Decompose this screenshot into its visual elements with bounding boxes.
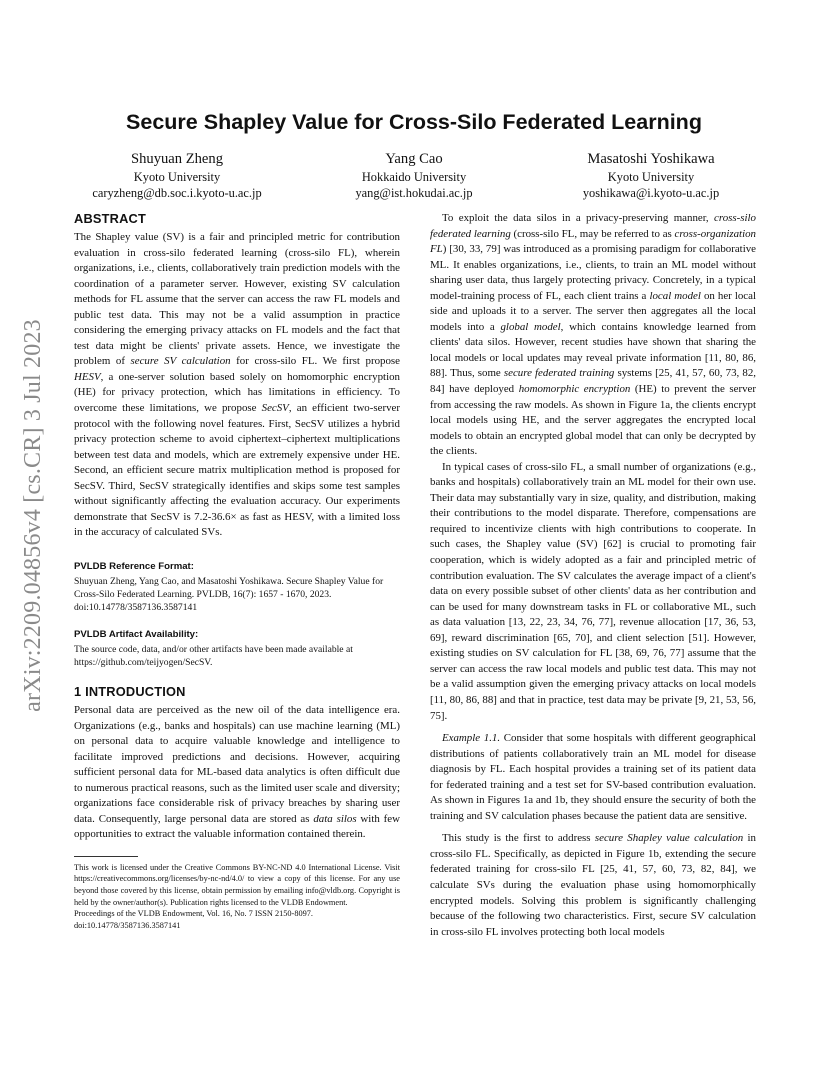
footnote-proceedings: Proceedings of the VLDB Endowment, Vol. 16, No. 7 ISSN 2150-8097. [74, 909, 313, 919]
intro-heading: 1 INTRODUCTION [74, 683, 186, 699]
author-1 [74, 150, 280, 201]
arxiv-stamp-text: arXiv:2209.04856v4 [cs.CR] 3 Jul 2023 [19, 318, 46, 712]
author-affiliation: Hokkaido University [361, 170, 467, 184]
author-affiliation: Kyoto University [607, 170, 695, 184]
author-name: Yang Cao [385, 151, 443, 167]
intro-paragraph: Personal data are perceived as the new oil of the data intelligence era. Organizations (e.g., banks and hospitals) can use machine learning (ML) on personal data to acquire valuable knowledge and intelligence to facilitate improved predictions and decisions. However, acquiring sufficient personal data for ML-based data analytics is often difficult due to numerous practical reasons, such as the limited user scale and diversity; organizations face considerable risk of privacy breaches by sharing user data. Consequently, large personal data are stored as data silos with few opportunities to extract the valuable information contained therein. [74, 703, 400, 841]
arxiv-stamp [18, 255, 48, 775]
intro-paragraph-2: To exploit the data silos in a privacy-preserving manner, cross-silo federated learning (cross-silo FL, may be referred to as cross-organization FL) [30, 33, 79] was introduced as a promising paradigm for collaborative ML. It enables organizations, i.e., clients, to train an ML model without sharing user data, thus largely protecting privacy. Concretely, in a typical model-training process of FL, each client trains a local model on her local side and uploads it to a server. The server then aggregates all the local models into a global model, which contains knowledge learned from clients' data silos. However, recent studies have shown that sharing the local models or local updates may reveal private information [11, 80, 86, 88]. Thus, some secure federated training systems [25, 41, 57, 60, 73, 82, 84] have deployed homomorphic encryption (HE) to prevent the server from accessing the raw models. As shown in Figure 1a, the clients encrypt local models using HE, and the server aggregates the encrypted local models to obtain an encrypted global model that can only be decrypted by the clients. [430, 212, 757, 458]
footnote-rule [74, 856, 138, 857]
pvldb-format-heading: PVLDB Reference Format: [74, 560, 194, 572]
abstract-heading: ABSTRACT [74, 211, 146, 226]
footnote-doi: doi:10.14778/3587136.3587141 [74, 920, 181, 930]
paper-title: Secure Shapley Value for Cross-Silo Federated Learning [126, 110, 702, 134]
right-column [430, 211, 756, 940]
author-2 [326, 150, 502, 201]
left-column [74, 211, 400, 931]
footnote-license: This work is licensed under the Creative Commons BY-NC-ND 4.0 International License. Visit https://creativecommons.org/licenses/by-nc-nd/4.0/ to view a copy of this license. For any use beyond those covered by this license, obtain permission by emailing info@vldb.org. Copyright is held by the owner/author(s). Publication rights licensed to the VLDB Endowment. [74, 862, 400, 907]
abstract-text: The Shapley value (SV) is a fair and principled metric for contribution evaluation in cross-silo federated learning (cross-silo FL), wherein organizations, i.e., clients, collaboratively train prediction models with the coordination of a parameter server. However, existing SV calculation methods for FL assume that the server can access the raw FL models and public test data. This may not be a valid assumption in practice considering the emerging privacy attacks on FL models and the fact that test data might be clients' private assets. Hence, we investigate the problem of secure SV calculation for cross-silo FL. We first propose HESV, a one-server solution based solely on homomorphic encryption (HE) for privacy protection, which has limitations in efficiency. To overcome these limitations, we propose SecSV, an efficient two-server protocol with the following novel features. First, SecSV utilizes a hybrid privacy protection scheme to avoid ciphertext–ciphertext multiplications between test data and models, which are extremely expensive under HE. Second, an efficient secure matrix multiplication method is proposed for SecSV. Third, SecSV strategically identifies and skips some test samples without significantly affecting the evaluation accuracy. Our experiments demonstrate that SecSV is 7.2-36.6× as fast as HESV, with a limited loss in the accuracy of calculated SVs. [74, 231, 401, 539]
author-3 [548, 150, 754, 201]
pvldb-format-text: Shuyuan Zheng, Yang Cao, and Masatoshi Yoshikawa. Secure Shapley Value for Cross-Silo Federated Learning. PVLDB, 16(7): 1657 - 1670, 2023. doi:10.14778/3587136.3587141 [74, 575, 384, 614]
intro-paragraph-4: This study is the first to address secure Shapley value calculation in cross-silo FL. Specifically, as depicted in Figure 1b, extending the secure federated training for cross-silo FL [25, 41, 57, 60, 73, 82, 84], we calculate SVs during the evaluation phase using homomorphically encrypted models. Solving this problem is significantly challenging because of the following two characteristics. First, secure SV calculation in cross-silo FL involves protecting both local models [430, 832, 756, 938]
author-email: yang@ist.hokudai.ac.jp [355, 186, 473, 200]
author-affiliation: Kyoto University [133, 170, 221, 184]
example-1-1: Example 1.1. Consider that some hospitals with different geographical distributions of patients collaboratively train an ML model for disease diagnosis by FL. Each hospital provides a training set of its patient data for federated training and a test set for SV-based contribution evaluation. As shown in Figures 1a and 1b, they should ensure the security of both the training and SV calculation phases because the patient data are sensitive. [430, 732, 756, 822]
pvldb-artifact-text: The source code, data, and/or other artifacts have been made available at https://github.com/teijyogen/SecSV. [74, 643, 353, 668]
author-email: yoshikawa@i.kyoto-u.ac.jp [582, 186, 720, 200]
author-email: caryzheng@db.soc.i.kyoto-u.ac.jp [92, 186, 262, 200]
author-name: Shuyuan Zheng [130, 151, 223, 167]
intro-paragraph-3: In typical cases of cross-silo FL, a small number of organizations (e.g., banks and hospitals) collaboratively train an ML model for their own use. Their data may substantially vary in size, quality, and distribution, making their contributions to the model disparate. Therefore, compensations are required to incentivize clients with high contributions to cooperate. In such cases, the Shapley value (SV) [62] is crucial to promoting fair cooperation, which is widely adopted as a fair and principled metric of contribution evaluation. The SV calculates the average impact of a client's data on every possible subset of other clients' data as her contribution and can be used for many downstream tasks in FL or collaborative ML, such as data valuation [13, 22, 23, 34, 76, 77], revenue allocation [17, 36, 53, 69], reward discrimination [65, 70], and client selection [51]. However, existing studies on SV calculation for FL [38, 69, 76, 77] assume that the server can access the raw local models and public test data. This may not be a valid assumption given the emerging privacy attacks on local models [11, 80, 86, 88] and that in practice, test data may be private [9, 21, 53, 56, 75]. [430, 460, 756, 722]
author-block [74, 150, 754, 206]
author-name: Masatoshi Yoshikawa [587, 151, 715, 167]
pvldb-artifact-heading: PVLDB Artifact Availability: [74, 628, 199, 640]
